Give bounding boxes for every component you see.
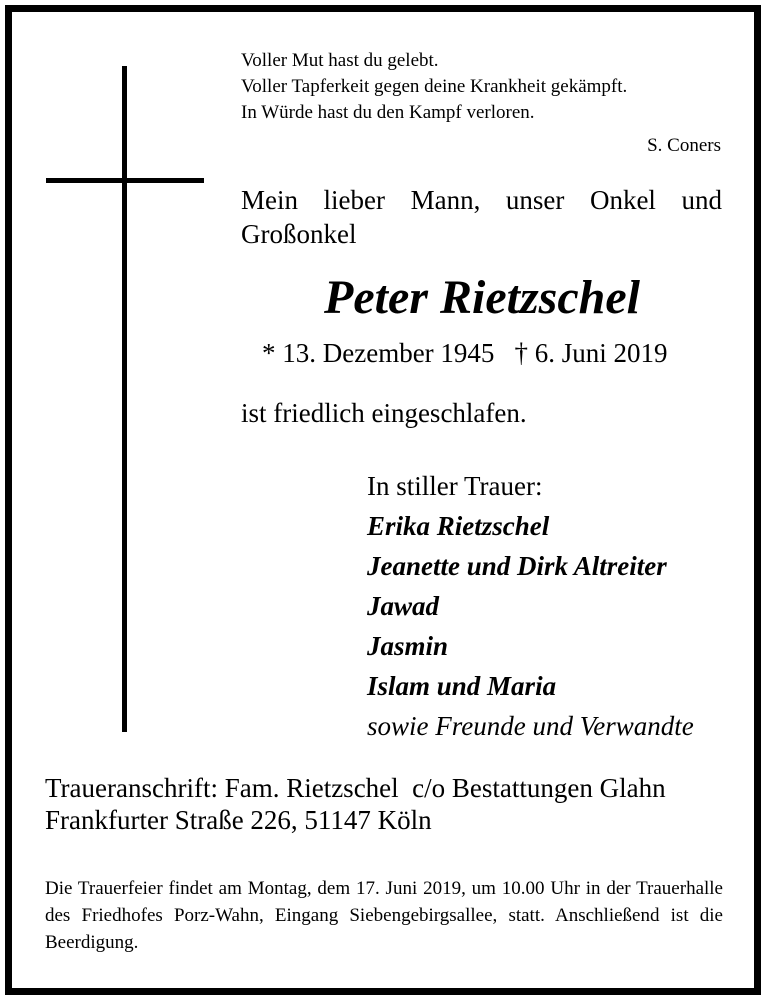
- poem-line: In Würde hast du den Kampf verloren.: [241, 102, 535, 123]
- life-dates: [262, 336, 667, 370]
- passed-text: ist friedlich eingeschlafen.: [241, 398, 527, 428]
- mourner-name: Jasmin: [367, 631, 449, 661]
- poem: [241, 48, 721, 126]
- ceremony-text: Die Trauerfeier findet am Montag, dem 17. Juni 2019, um 10.00 Uhr in der Trauerhalle des Friedhofes Porz-Wahn, Eingang Siebengebirgsallee, statt. Anschließend ist die Beerdigung.: [45, 878, 723, 953]
- mourners-heading: In stiller Trauer:: [367, 471, 543, 501]
- mourner-name: Jeanette und Dirk Altreiter: [367, 551, 667, 581]
- death-date: † 6. Juni 2019: [514, 338, 668, 368]
- address-line: Traueranschrift: Fam. Rietzschel c/o Bestattungen Glahn: [45, 773, 666, 803]
- address-line: Frankfurter Straße 226, 51147 Köln: [45, 805, 432, 835]
- mourner-name: Erika Rietzschel: [367, 511, 550, 541]
- mourner-name: Jawad: [367, 591, 440, 621]
- mourning-address: [45, 772, 666, 836]
- mourner-name: Islam und Maria: [367, 671, 557, 701]
- birth-date: * 13. Dezember 1945: [262, 338, 495, 368]
- cross-icon: [122, 66, 127, 732]
- poem-author: S. Coners: [647, 135, 721, 156]
- mourners-closing: sowie Freunde und Verwandte: [367, 711, 694, 741]
- deceased-name: Peter Rietzschel: [324, 271, 640, 324]
- mourners-list: [367, 466, 694, 746]
- poem-line: Voller Tapferkeit gegen deine Krankheit gekämpft.: [241, 76, 628, 97]
- intro-text: Mein lieber Mann, unser Onkel und Großonkel: [241, 185, 722, 249]
- poem-line: Voller Mut hast du gelebt.: [241, 50, 439, 71]
- cross-icon-bar: [46, 178, 204, 183]
